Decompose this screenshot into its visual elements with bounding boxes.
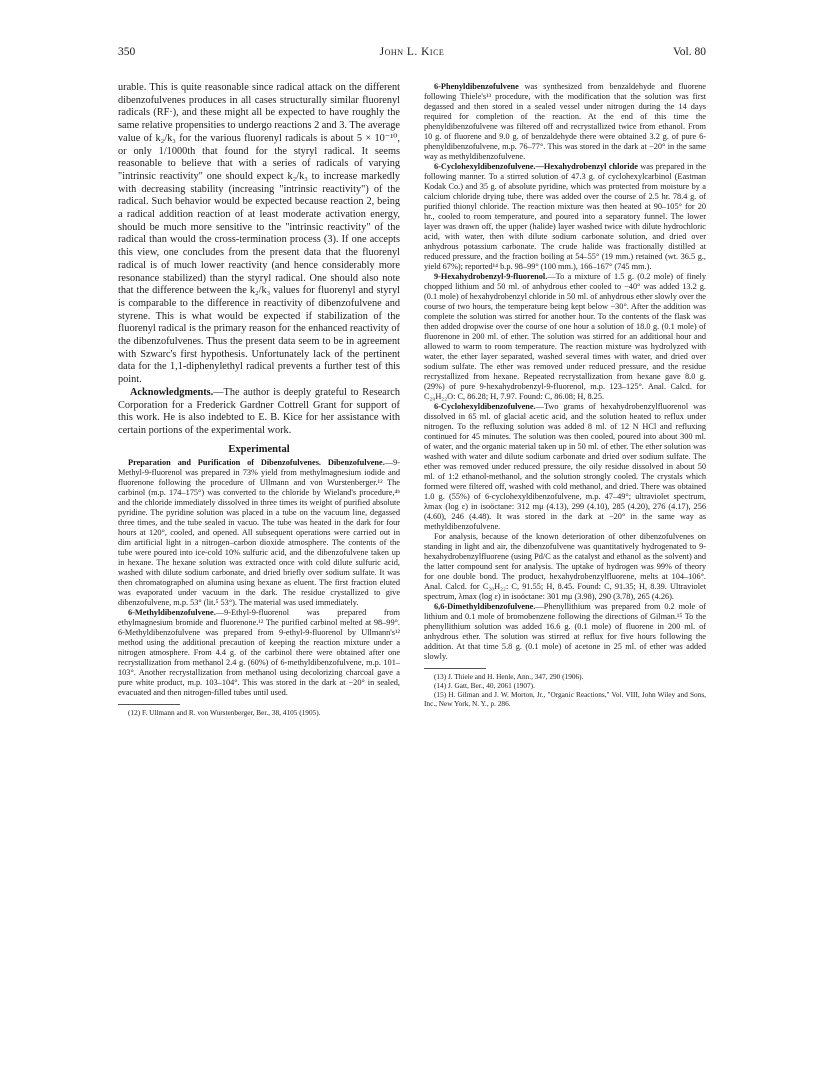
hexahydrobenzyl-text: —To a mixture of 1.5 g. (0.2 mole) of finely chopped lithium and 50 ml. of anhydrous ether cooled to −40° was added 13.2 g. (0.1 mole) of hexahydrobenzyl chloride in 50 ml. of anhydrous ether slowly over the course of two hours, the temperature being kept below −30°. After the addition was complete the solution was stirred for another hour. To the contents of the flask was then added dropwise over the course of one hour a solution of 18.0 g. (0.1 mole) of fluorenone in 200 ml. of ether. The solution was stirred for an additional hour and allowed to warm to room temperature. The reaction mixture was hydrolyzed with water, the ether layer separated, washed several times with water, and dried over sodium sulfate. The ether was removed under reduced pressure, and the residue recrystallized from hexane. Repeated recrystallization from hexane gave 8.0 g. (29%) of pure 9-hexahydrobenzyl-9-fluorenol, m.p. 123–125°. Anal. Calcd. for C₂₀H₂₂O: C, 86.28; H, 7.97. Found: C, 86.08; H, 8.25. — [424, 272, 706, 401]
preparation-paragraph — [118, 458, 400, 608]
running-author: John L. Kice — [379, 46, 445, 58]
dimethyl-paragraph — [424, 602, 706, 662]
dimethyl-heading: 6,6-Dimethyldibenzofulvene. — [434, 602, 536, 611]
methyl-heading: 6-Methyldibenzofulvene. — [128, 607, 216, 617]
cyclohexyl-text: was prepared in the following manner. To a stirred solution of 47.3 g. of cyclohexylcarbinol (Eastman Kodak Co.) and 35 g. of absolute pyridine, which was protected from moisture by a calcium chloride drying tube, there was added over the course of 2.5 hr. 78.4 g. of purified thionyl chloride. The reaction mixture was then heated at 90–105° for 20 hr., cooled to room temperature, and poured into a separatory funnel. The lower layer was drawn off, the upper (halide) layer washed twice with dilute hydrochloric acid, with water, then with dilute sodium carbonate solution, and dried over anhydrous potassium carbonate. The crude halide was fractionally distilled at reduced pressure, and the fraction boiling at 54–55° (19 mm.) retained (wt. 36.5 g., yield 67%); reported¹⁴ b.p. 98–99° (100 mm.), 166–167° (745 mm.). — [424, 162, 707, 271]
cyclohexyl-fulvene-text: —Two grams of hexahydrobenzylfluorenol was dissolved in 65 ml. of glacial acetic acid, and the solution heated to reflux under nitrogen. To the refluxing solution was added 8 ml. of 12 N HCl and refluxing continued for 45 minutes. The solution was then cooled, poured into about 300 ml. of water, and the organic material taken up in 50 ml. of ether. The ether solution was washed with water and dilute sodium carbonate and dried over sodium sulfate. The ether was removed under reduced pressure, the oily residue dissolved in about 50 ml. of 1:2 ethanol-methanol, and the solution strongly cooled. The crystals which formed were filtered off, washed with cold methanol, and dried. There was obtained 1.0 g. (55%) of 6-cyclohexyldibenzofulvene, m.p. 47–49°; ultraviolet spectrum, λmax (log ε) in isoöctane: 312 mμ (4.13), 299 (4.10), 285 (4.20), 276 (4.17), 256 (4.60), 246 (4.48). It was stored in the dark at −20° in the same way as methyldibenzofulvene. — [424, 402, 706, 531]
cyclohexyl-heading: 6-Cyclohexyldibenzofulvene.—Hexahydrobenzyl chloride — [434, 162, 638, 171]
hexahydrobenzyl-heading: 9-Hexahydrobenzyl-9-fluorenol. — [434, 272, 548, 281]
right-column — [424, 82, 706, 708]
discussion-paragraph: urable. This is quite reasonable since radical attack on the different dibenzofulvenes produces in all cases structurally similar fluorenyl radicals (RF·), and these might all be expected to have roughly the same relative propensities to undergo reactions 2 and 3. The average value of k₂/k₃ for the various fluorenyl radicals is about 5 × 10⁻¹⁰, or only 1/1000th that found for the styryl radical. It seems reasonable to believe that with a series of radicals of varying "intrinsic reactivity" one should expect k₂/k₃ to increase markedly with decreasing stability (increasing "intrinsic reactivity") of the radical. Such behavior would be expected because reaction 2, being a radical addition reaction of at least moderate activation energy, should be much more sensitive to the "intrinsic reactivity" of the radical than would the cross-termination process (3). If one accepts this view, one concludes from the present data that the fluorenyl radical is of much lower reactivity (and hence considerably more resonance stabilized) than the styryl radical. One should also note that the difference between the k₂/k₃ values for fluorenyl and styryl is comparable to the difference in reactivity of dibenzofulvene and styrene. This is what would be expected if stabilization of the fluorenyl radical is the primary reason for the enhanced reactivity of the dibenzofulvenes. Thus the present data seem to be in agreement with Szwarc's first hypothesis. Unfortunately lack of the pertinent data for the 1,1-diphenylethyl radical prevents a further test of this point. — [118, 82, 400, 386]
cyclohexyl-fulvene-heading: 6-Cyclohexyldibenzofulvene. — [434, 402, 536, 411]
acknowledgments-text: —The author is deeply grateful to Research Corporation for a Frederick Gardner Cottrell Grant for support of this work. He is also indebted to E. B. Kice for her assistance with certain portions of the experimental work. — [118, 386, 400, 436]
footnote-12: (12) F. Ullmann and R. von Wurstenberger, Ber., 38, 4105 (1905). — [128, 707, 321, 717]
preparation-text: —9-Methyl-9-fluorenol was prepared in 73% yield from methylmagnesium iodide and fluorenone following the procedure of Ullmann and von Wurstenberger.¹² The carbinol (m.p. 174–175°) was converted to the chloride by Wieland's procedure,⁴ᵇ and the chloride immediately dissolved in three times its weight of purified absolute pyridine. The pyridine solution was placed in a tube on the vacuum line, degassed three times, and the tube sealed in vacuo. The tube was heated in the dark for four hours at 120°, cooled, and opened. All subsequent operations were carried out in dim artificial light in a nitrogen–carbon dioxide atmosphere. The contents of the tube were poured into ice-cold 10% sulfuric acid, and the dibenzofulvene taken up in hexane. The hexane solution was extracted once with cold dilute sulfuric acid, washed with dilute sodium carbonate, and dried briefly over sodium sulfate. It was then chromatographed on alumina using hexane as eluent. The first fraction eluted was evaporated under vacuum in the dark. The residue crystallized to give dibenzofulvene, m.p. 53° (lit.⁵ 53°). The material was used immediately. — [118, 457, 400, 607]
phenyl-heading: 6-Phenyldibenzofulvene — [434, 82, 519, 91]
phenyl-paragraph — [424, 82, 706, 162]
left-column — [118, 82, 400, 717]
methyl-paragraph — [118, 608, 400, 698]
volume-label: Vol. 80 — [672, 46, 706, 58]
cyclohexyl-fulvene-paragraph — [424, 402, 706, 532]
acknowledgments-paragraph — [118, 387, 400, 438]
acknowledgments-heading: Acknowledgments. — [130, 386, 214, 398]
analysis-paragraph: For analysis, because of the known deterioration of other dibenzofulvenes on standing in light and air, the dibenzofulvene was quantitatively hydrogenated to 9-hexahydrobenzylfluorene (using Pd/C as the catalyst and ethanol as the solvent) and the latter compound sent for analysis. The uptake of hydrogen was 99% of theory for one double bond. The product, hexahydrobenzylfluorene, melts at 104–106°. Anal. Calcd. for C₂₀H₂₂: C, 91.55; H, 8.45. Found: C, 91.35; H, 8.39. Ultraviolet spectrum, λmax (log ε) in isoöctane: 301 mμ (3.98), 290 (3.78), 265 (4.26). — [424, 532, 706, 601]
preparation-heading: Preparation and Purification of Dibenzofulvenes. Dibenzofulvene. — [128, 457, 385, 467]
cyclohexyl-paragraph — [424, 162, 706, 272]
methyl-text: —9-Ethyl-9-fluorenol was prepared from ethylmagnesium bromide and fluorenone.¹² The purified carbinol melted at 98–99°. 6-Methyldibenzofulvene was prepared from 9-ethyl-9-fluorenol by Ullmann's¹² method using the additional precaution of keeping the reaction mixture under a nitrogen atmosphere. From 4.4 g. of the carbinol there were obtained after one recrystallization from methanol 2.4 g. (60%) of 6-methyldibenzofulvene, m.p. 101–103°. Another recrystallization from methanol using decolorizing charcoal gave a pure white product, m.p. 103–104°. This was stored in the dark at −20° in sealed, evacuated and then nitrogen-filled tubes until used. — [118, 607, 400, 697]
footnote-15: (15) H. Gilman and J. W. Morton, Jr., "Organic Reactions," Vol. VIII, John Wiley and Sons, Inc., New York, N. Y., p. 286. — [424, 690, 706, 708]
page-header — [118, 46, 706, 62]
footnote-rule — [424, 668, 486, 669]
footnote-rule — [118, 704, 180, 705]
dimethyl-text: —Phenyllithium was prepared from 0.2 mole of lithium and 0.1 mole of bromobenzene following the directions of Gilman.¹⁵ To the phenyllithium solution was added 16.6 g. (0.1 mole) of fluorene in 200 ml. of anhydrous ether. The solution was stirred at reflux for five hours following the addition. At that time 5.8 g. (0.1 mole) of acetone in 25 ml. of ether was added slowly. — [424, 602, 706, 661]
phenyl-text: was synthesized from benzaldehyde and fluorene following Thiele's¹³ procedure, with the modification that the solution was first degassed and then stored in a sealed vessel under nitrogen during the 14 days required for completion of the reaction. At the end of this time the phenyldibenzofulvene was filtered off and recrystallized twice from ethanol. From 10 g. of fluorene and 9.0 g. of benzaldehyde there were obtained 3.2 g. of pure 6-phenyldibenzofulvene, m.p. 76–77°. This was stored in the dark at −20° in the same way as methyldibenzofulvene. — [424, 82, 706, 161]
footnote-13: (13) J. Thiele and H. Henle, Ann., 347, 290 (1906). — [434, 672, 584, 681]
page-number: 350 — [118, 46, 136, 58]
footnote-14: (14) J. Gatt, Ber., 40, 2061 (1907). — [434, 681, 535, 690]
section-heading-experimental: Experimental — [228, 443, 290, 455]
hexahydrobenzyl-paragraph — [424, 272, 706, 402]
